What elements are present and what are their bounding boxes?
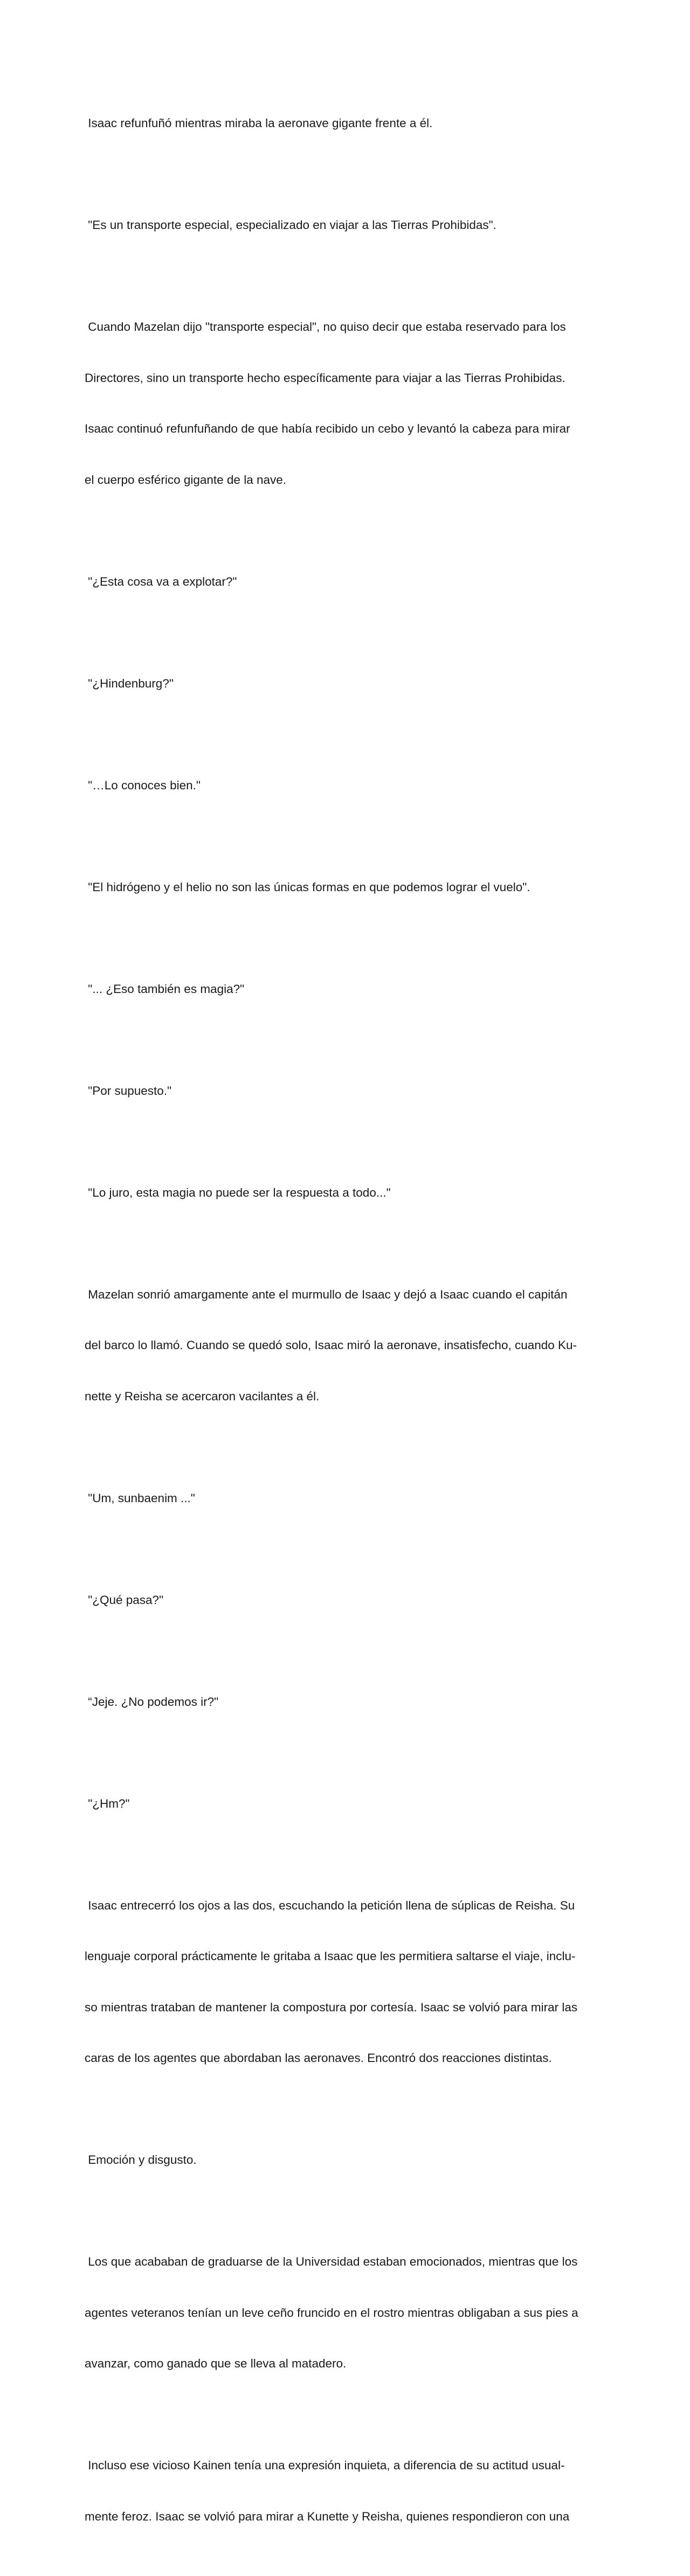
text-line: "... ¿Eso también es magia?" [85, 982, 245, 996]
text-line: Isaac entrecerró los ojos a las dos, escuchando la petición llena de súplicas de Reisha. Su [85, 1898, 575, 1912]
text-line: Emoción y disgusto. [85, 2153, 197, 2167]
text-line: Directores, sino un transporte hecho específicamente para viajar a las Tierras Prohibidas. [85, 371, 565, 385]
text-line: "El hidrógeno y el helio no son las únicas formas en que podemos lograr el vuelo". [85, 880, 530, 894]
paragraph-12 [85, 1456, 613, 1541]
paragraph-9 [85, 1049, 613, 1134]
text-line: caras de los agentes que abordaban las aeronaves. Encontró dos reacciones distintas. [85, 2051, 552, 2065]
paragraph-3 [85, 284, 613, 522]
text-line: avanzar, como ganado que se lleva al matadero. [85, 2357, 347, 2370]
text-line: "Por supuesto." [85, 1084, 172, 1098]
text-line: so mientras trataban de mantener la compostura por cortesía. Isaac se volvió para mirar las [85, 2000, 578, 2014]
text-line: lenguaje corporal prácticamente le gritaba a Isaac que les permitiera saltarse el viaje, inclu- [85, 1949, 576, 1963]
text-line: Los que acababan de graduarse de la Universidad estaban emocionados, mientras que los [85, 2255, 578, 2268]
paragraph-8 [85, 947, 613, 1032]
paragraph-7 [85, 845, 613, 930]
text-line: Isaac refunfuñó mientras miraba la aeronave gigante frente a él. [85, 116, 433, 130]
text-line: nette y Reisha se acercaron vacilantes a él. [85, 1389, 320, 1403]
text-line: el cuerpo esférico gigante de la nave. [85, 473, 286, 487]
paragraph-6 [85, 743, 613, 828]
paragraph-18 [85, 2219, 613, 2406]
paragraph-10 [85, 1150, 613, 1235]
text-line: "¿Hm?" [85, 1796, 130, 1810]
text-line: "…Lo conoces bien." [85, 778, 201, 792]
paragraph-19 [85, 2423, 613, 2559]
text-line: "Es un transporte especial, especializado en viajar a las Tierras Prohibidas". [85, 218, 496, 232]
text-line: "¿Esta cosa va a explotar?" [85, 574, 237, 588]
paragraph-4 [85, 539, 613, 624]
text-line: Cuando Mazelan dijo "transporte especial", no quiso decir que estaba reservado para los [85, 320, 566, 334]
paragraph-2 [85, 183, 613, 268]
paragraph-16 [85, 1863, 613, 2101]
text-line: Incluso ese vicioso Kainen tenía una expresión inquieta, a diferencia de su actitud usual- [85, 2459, 565, 2472]
text-line: Mazelan sonrió amargamente ante el murmullo de Isaac y dejó a Isaac cuando el capitán [85, 1287, 568, 1301]
text-line: agentes veteranos tenían un leve ceño fruncido en el rostro mientras obligaban a sus pies a [85, 2306, 578, 2320]
paragraph-13 [85, 1558, 613, 1643]
paragraph-15 [85, 1761, 613, 1846]
paragraph-1 [85, 81, 613, 166]
paragraph-5 [85, 641, 613, 726]
paragraph-17 [85, 2117, 613, 2203]
paragraph-14 [85, 1660, 613, 1745]
text-line: mente feroz. Isaac se volvió para mirar a Kunette y Reisha, quienes respondieron con una [85, 2509, 570, 2523]
text-line: del barco lo llamó. Cuando se quedó solo, Isaac miró la aeronave, insatisfecho, cuando Ku- [85, 1338, 577, 1352]
text-line: "Um, sunbaenim ..." [85, 1491, 195, 1505]
text-line: Isaac continuó refunfuñando de que había recibido un cebo y levantó la cabeza para mirar [85, 422, 570, 435]
text-line: "¿Qué pasa?" [85, 1593, 164, 1607]
text-line: “Jeje. ¿No podemos ir?" [85, 1695, 219, 1709]
document-body [85, 81, 613, 2576]
text-line: "Lo juro, esta magia no puede ser la respuesta a todo..." [85, 1185, 391, 1199]
text-line: "¿Hindenburg?" [85, 676, 174, 690]
paragraph-11 [85, 1252, 613, 1439]
